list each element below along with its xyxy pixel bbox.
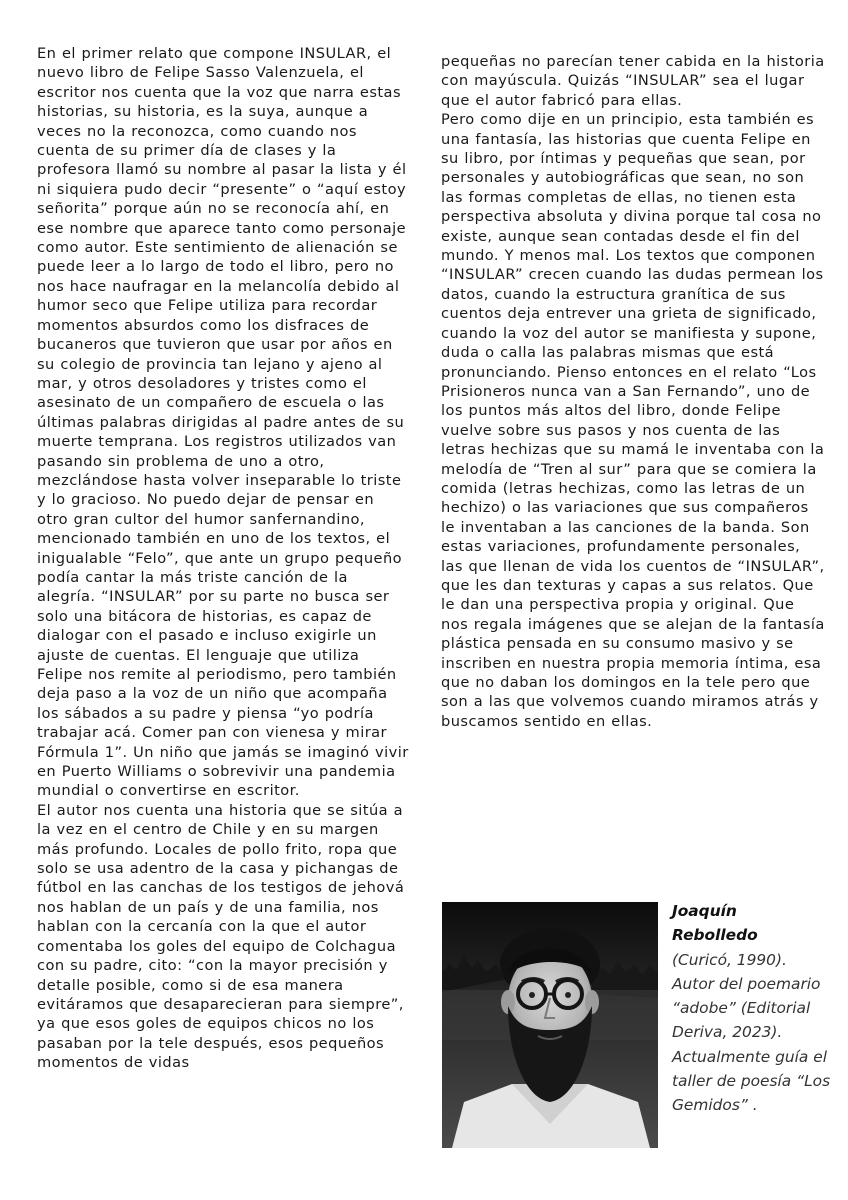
paragraph-4: Pero como dije en un principio, esta también es una fantasía, las historias que cuenta Felipe en su libro, por íntimas y pequeñas que sean, por personales y autobiográficas que sean, no son las formas completas de ellas, no tienen esta perspectiva absoluta y divina porque tal cosa no existe, aunque sean contadas desde el fin del mundo. Y menos mal. Los textos que componen “INSULAR” crecen cuando las dudas permean los datos, cuando la estructura granítica de sus cuentos deja entrever una grieta de significado, cuando la voz del autor se manifiesta y supone, duda o calla las palabras mismas que está pronunciando. Pienso entonces en el relato “Los Prisioneros nunca van a San Fernando”, uno de los puntos más altos del libro, donde Felipe vuelve sobre sus pasos y nos cuenta de las letras hechizas que su mamá le inventaba con la melodía de “Tren al sur” para que se comiera la comida (letras hechizas, como las letras de un hechizo) o las variaciones que sus compañeros le inventaban a las canciones de la banda. Son estas variaciones, profundamente personales, las que llenan de vida los cuentos de “INSULAR”, que les dan texturas y capas a sus relatos. Que le dan una perspectiva propia y original. Que nos regala imágenes que se alejan de la fantasía plástica pensada en su consumo masivo y se inscriben en nuestra propia memoria íntima, esa que no daban los domingos en la tele pero que son a las que volvemos cuando miramos atrás y buscamos sentido en ellas. (441, 111, 825, 730)
author-bio-text: (Curicó, 1990). Autor del poemario “adobe” (Editorial Deriva, 2023). Actualmente guía el taller de poesía “Los Gemidos” . (672, 950, 831, 1115)
author-photo (442, 902, 658, 1148)
article-right-column (441, 52, 825, 731)
paragraph-1: En el primer relato que compone INSULAR, el nuevo libro de Felipe Sasso Valenzuela, el escritor nos cuenta que la voz que narra estas historias, su historia, es la suya, aunque a veces no la reconozca, como cuando nos cuenta de su primer día de clases y la profesora llamó su nombre al pasar la lista y él ni siquiera pudo decir “presente” o “aquí estoy señorita” porque aún no se reconocía ahí, en ese nombre que aparece tanto como personaje como autor. Este sentimiento de alienación se puede leer a lo largo de todo el libro, pero no nos hace naufragar en la melancolía debido al humor seco que Felipe utiliza para recordar momentos absurdos como los disfraces de bucaneros que tuvieron que usar por años en su colegio de provincia tan lejano y ajeno al mar, y otros desoladores y tristes como el asesinato de un compañero de escuela o las últimas palabras dirigidas al padre antes de su muerte temprana. Los registros utilizados van pasando sin problema de uno a otro, mezclándose hasta volver inseparable lo triste y lo gracioso. No puedo dejar de pensar en otro gran cultor del humor sanfernandino, mencionado también en uno de los textos, el inigualable “Felo”, que ante un grupo pequeño podía cantar la más triste canción de la alegría. “INSULAR” por su parte no busca ser solo una bitácora de historias, es capaz de dialogar con el pasado e incluso exigirle un ajuste de cuentas. El lenguaje que utiliza Felipe nos remite al periodismo, pero también deja paso a la voz de un niño que acompaña los sábados a su padre y piensa “yo podría trabajar acá. Comer pan con vienesa y mirar Fórmula 1”. Un niño que jamás se imaginó vivir en Puerto Williams o sobrevivir una pandemia mundial o convertirse en escritor. (37, 45, 409, 800)
author-name-line-1: Joaquín (672, 902, 737, 920)
author-bio (672, 899, 832, 1118)
paragraph-2: El autor nos cuenta una historia que se sitúa a la vez en el centro de Chile y en su margen más profundo. Locales de pollo frito, ropa que solo se usa adentro de la casa y pichangas de fútbol en las canchas de los testigos de jehová nos hablan de un país y de una familia, nos hablan con la cercanía con la que el autor comentaba los goles del equipo de Colchagua con su padre, cito: “con la mayor precisión y detalle posible, como si de esa manera evitáramos que desaparecieran para siempre”, ya que esos goles de equipos chicos no los pasaban por la tele después, esos pequeños momentos de vidas (37, 801, 405, 1072)
paragraph-3: pequeñas no parecían tener cabida en la historia con mayúscula. Quizás “INSULAR” sea el lugar que el autor fabricó para ellas. (441, 53, 825, 109)
author-name-line-2: Rebolledo (672, 926, 758, 945)
article-left-column (37, 44, 410, 1073)
